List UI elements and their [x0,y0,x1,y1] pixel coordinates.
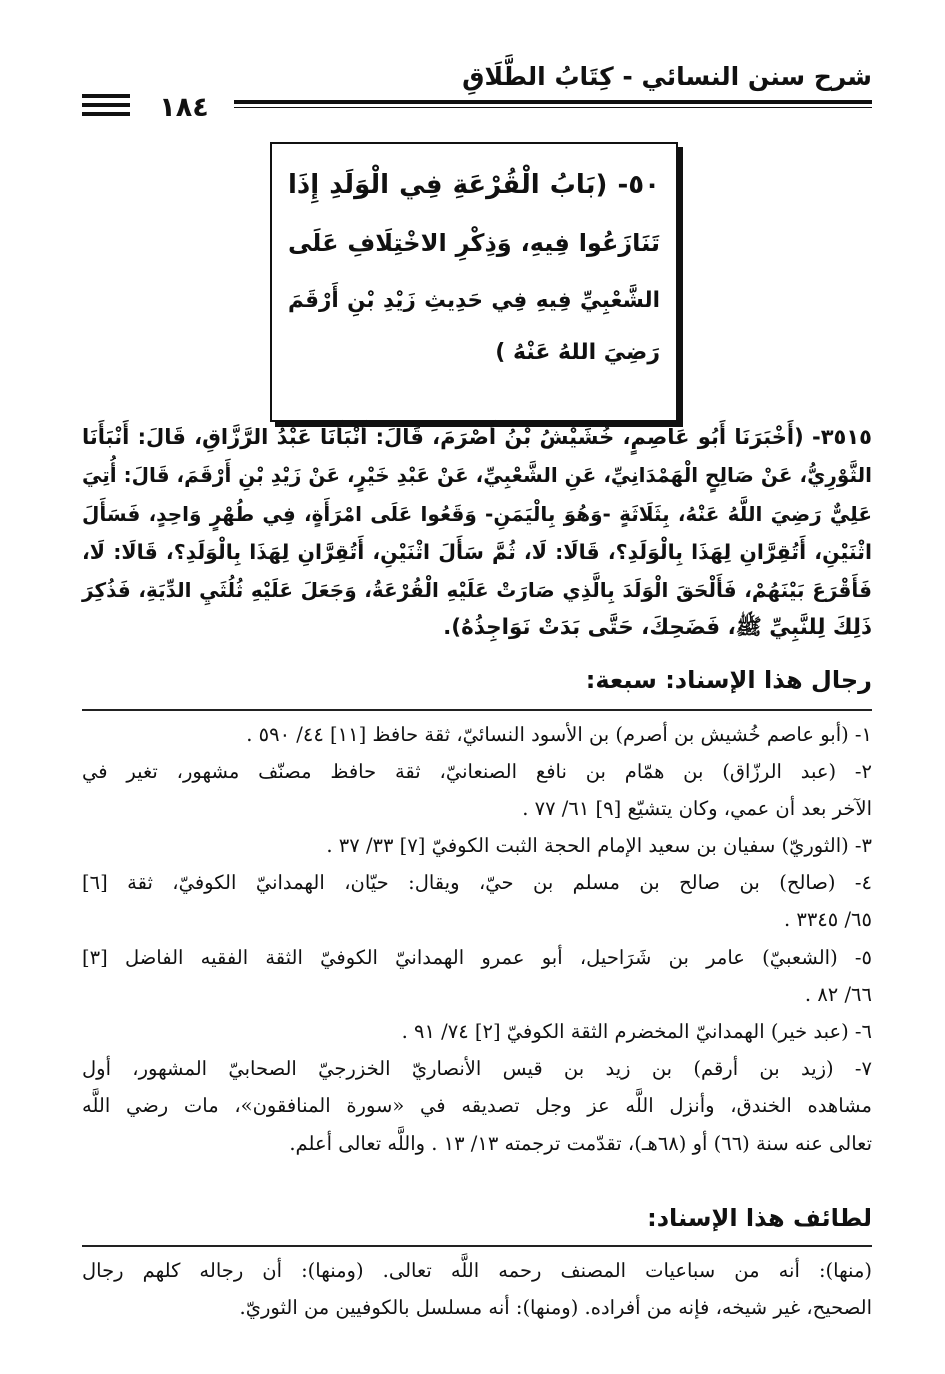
hadith-line: ٣٥١٥- (أَخْبَرَنَا أَبُو عَاصِمٍ، خُشَيْشُ بْنُ أَصْرَمَ، قَالَ: أَنْبَأَنَا عَبْدُ الرَّزَّاقِ، قَالَ: أَنْبَأَنَا [82,425,872,449]
decorative-rule [82,112,130,116]
narrators-heading: رجال هذا الإسناد: سبعة: [585,666,872,694]
narrator-line: ٢- (عبد الرزّاق) بن همّام بن نافع الصنعانيّ، ثقة حافظ مصنّف مشهور، تغير في [82,759,872,783]
chapter-title-line: تَنَازَعُوا فِيهِ، وَذِكْرِ الاخْتِلَافِ عَلَى [288,229,660,257]
lataif-paragraph [82,1242,872,1326]
narrator-line: تعالى عنه سنة (٦٦) أو (٦٨هـ)، تقدّمت ترجمته ١٣/ ١٣ . واللَّه تعالى أعلم. [289,1131,872,1155]
narrator-line: ٤- (صالح) بن صالح بن مسلم بن حيّ، ويقال: حيّان، الهمدانيّ الكوفيّ، ثقة [٦] [82,871,872,895]
page-number: ١٨٤ [159,92,209,123]
narrator-line: ٦٦/ ٨٢ . [804,982,872,1006]
running-title: شرح سنن النسائي - كِتَابُ الطَّلَاقِ [462,62,872,91]
narrator-line: ٧- (زيد بن أرقم) بن زيد بن قيس الأنصاريّ الخزرجيّ الصحابيّ المشهور، أول [82,1057,872,1081]
narrator-line: ٣- (الثوريّ) سفيان بن سعيد الإمام الحجة الثبت الكوفيّ [٧] ٣٣/ ٣٧ . [326,834,872,858]
narrator-line: ١- (أبو عاصم خُشيش بن أصرم) بن الأسود النسائيّ، ثقة حافظ [١١] ٤٤/ ٥٩٠ . [246,722,872,746]
hadith-line: عَلِيٌّ رَضِيَ اللَّهُ عَنْهُ، بِثَلَاثَةٍ -وَهُوَ بِالْيَمَنِ- وَقَعُوا عَلَى امْرَأَةٍ، فِي طُهْرٍ وَاحِدٍ، فَسَأَلَ [82,501,872,526]
section-rule [82,709,872,711]
lataif-line: الصحيح، غير شيخه، فإنه من أفراده. (ومنها): أنه مسلسل بالكوفيين من الثوريّ. [239,1295,872,1319]
narrator-line: الآخر بعد أن عمي، وكان يتشيّع [٩] ٦١/ ٧٧ . [522,796,872,820]
narrator-line: ٦٥/ ٣٣٤٥ . [783,908,872,932]
hadith-line: الثَّوْرِيُّ، عَنْ صَالِحٍ الْهَمْدَانِيِّ، عَنِ الشَّعْبِيِّ، عَنْ عَبْدِ خَيْرٍ، عَنْ زَيْدِ بْنِ أَرْقَمَ، قَالَ: أُتِيَ [82,463,872,488]
narrators-list [82,706,872,1162]
hadith-paragraph [82,418,872,648]
book-page [82,52,872,1342]
hadith-line: اثْنَيْنِ، أَتُقِرَّانِ لِهَذَا بِالْوَلَدِ؟، قَالَا: لَا، ثُمَّ سَأَلَ اثْنَيْنِ، أَتُقِرَّانِ لِهَذَا بِالْوَلَدِ؟، قَالَا: لَا، [82,539,872,564]
lataif-line: (منها): أنه من سباعيات المصنف رحمه اللَّه تعالى. (ومنها): أن رجاله كلهم رجال [82,1258,872,1282]
narrator-line: مشاهده الخندق، وأنزل اللَّه عز وجل تصديقه في «سورة المنافقون»، مات رضي اللَّه [82,1094,872,1118]
lataif-heading: لطائف هذا الإسناد: [647,1204,872,1232]
narrator-line: ٦- (عبد خير) الهمدانيّ المخضرم الثقة الكوفيّ [٢] ٧٤/ ٩١ . [401,1020,872,1043]
chapter-title-line: رَضِيَ اللهُ عَنْهُ ) [495,340,660,365]
header-rule [234,100,872,104]
chapter-title-box [270,142,678,422]
hadith-line: فَأَقْرَعَ بَيْنَهُمْ، فَأَلْحَقَ الْوَلَدَ بِالَّذِي صَارَتْ عَلَيْهِ الْقُرْعَةُ، وَجَعَلَ عَلَيْهِ ثُلُثَيِ الدِّيَةِ، فَذُكِرَ [82,578,872,603]
hadith-line: ذَلِكَ لِلنَّبِيِّ ﷺ، فَضَحِكَ، حَتَّى بَدَتْ نَوَاجِذُهُ). [443,615,872,641]
section-rule [82,1245,872,1247]
chapter-title-line: الشَّعْبِيِّ فِيهِ فِي حَدِيثِ زَيْدِ بْنِ أَرْقَمَ [288,288,660,313]
decorative-rule [82,94,130,98]
chapter-title-line: ٥٠- (بَابُ الْقُرْعَةِ فِي الْوَلَدِ إِذَا [288,170,660,200]
narrator-line: ٥- (الشعبيّ) عامر بن شَرَاحيل، أبو عمرو الهمدانيّ الكوفيّ الثقة الفقيه الفاضل [٣] [82,945,872,969]
decorative-rule [82,103,130,107]
